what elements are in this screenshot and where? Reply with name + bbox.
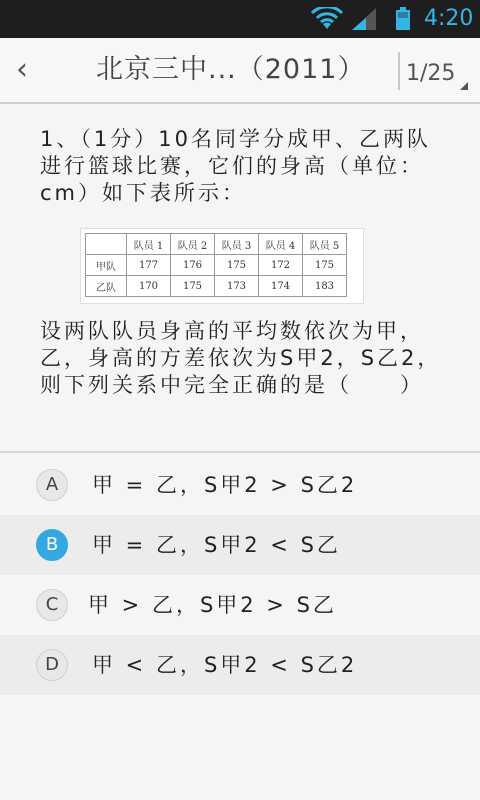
table-row	[86, 276, 347, 297]
option-b-text: 甲 = 乙，S甲2 < S乙	[92, 533, 341, 557]
table-cell: 183	[303, 276, 347, 297]
table-cell: 174	[259, 276, 303, 297]
option-b-badge: B	[36, 529, 68, 561]
battery-icon	[395, 7, 411, 35]
cell-signal-icon	[352, 8, 378, 36]
table-cell: 176	[171, 255, 215, 276]
table-cell: 173	[215, 276, 259, 297]
option-a-text: 甲 = 乙，S甲2 > S乙2	[92, 473, 358, 497]
table-cell: 队员 5	[303, 234, 347, 255]
page-indicator[interactable]	[406, 52, 455, 92]
option-a[interactable]	[0, 455, 480, 515]
option-c[interactable]	[0, 575, 480, 635]
table-cell: 队员 1	[127, 234, 171, 255]
page-indicator-label: 1/25	[406, 61, 456, 86]
page-title: 北京三中...（2011）	[96, 54, 366, 85]
table-cell: 175	[215, 255, 259, 276]
wifi-icon	[310, 7, 344, 35]
divider	[0, 451, 480, 453]
table-cell: 170	[127, 276, 171, 297]
option-c-text: 甲 > 乙，S甲2 > S乙	[88, 593, 337, 617]
option-c-badge: C	[36, 589, 68, 621]
table-cell: 172	[259, 255, 303, 276]
option-a-badge: A	[36, 469, 68, 501]
option-d[interactable]	[0, 635, 480, 695]
header-divider	[398, 52, 400, 90]
height-table	[80, 228, 364, 304]
table-row	[86, 255, 347, 276]
question-intro: 1、（1分）10名同学分成甲、乙两队进行篮球比赛，它们的身高（单位：cm）如下表所示：	[40, 127, 431, 205]
clock: 4:20	[424, 6, 474, 31]
table-cell: 甲队	[86, 255, 127, 276]
table-cell: 175	[303, 255, 347, 276]
status-bar	[0, 0, 480, 38]
option-d-badge: D	[36, 649, 68, 681]
table-cell: 175	[171, 276, 215, 297]
table-cell: 队员 4	[259, 234, 303, 255]
question-body: 设两队队员身高的平均数依次为甲，乙，身高的方差依次为S甲2，S乙2，则下列关系中完全正确的是（ ）	[40, 319, 442, 397]
table-cell: 队员 3	[215, 234, 259, 255]
dropdown-corner-icon	[460, 82, 468, 90]
chevron-left-icon: ‹	[16, 52, 28, 87]
table-header-row	[86, 234, 347, 255]
option-d-text: 甲 < 乙，S甲2 < S乙2	[92, 653, 358, 677]
option-b[interactable]	[0, 515, 480, 575]
table-cell: 乙队	[86, 276, 127, 297]
table-cell	[86, 234, 127, 255]
back-button[interactable]	[8, 50, 36, 90]
table-cell: 队员 2	[171, 234, 215, 255]
app-header	[0, 38, 480, 104]
table-cell: 177	[127, 255, 171, 276]
